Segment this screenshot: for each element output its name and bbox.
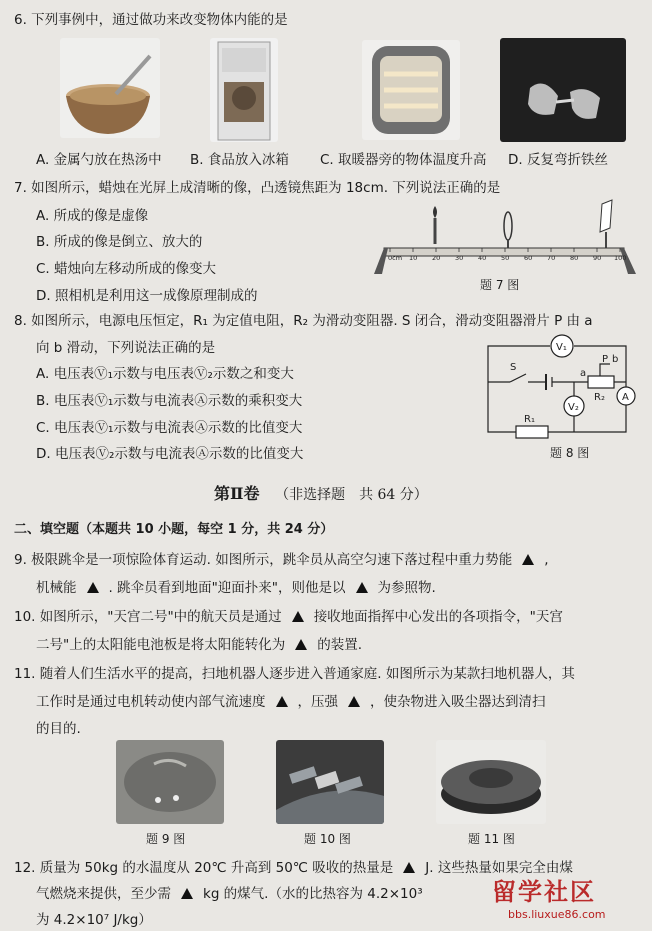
part2-subtitle: （非选择题 共 64 分） <box>275 487 428 503</box>
ammeter-label: A <box>622 392 629 403</box>
ruler-tick-label: 100 <box>614 254 627 262</box>
q8-stem-line2: 向 b 滑动，下列说法正确的是 <box>36 340 216 356</box>
q9-text: 9. 极限跳伞是一项惊险体育运动. 如图所示，跳伞员从高空匀速下落过程中重力势能 <box>14 552 513 568</box>
v2-label: V₂ <box>568 402 579 413</box>
q10-figure-caption: 题 10 图 <box>304 832 351 846</box>
q7-option-a: A. 所成的像是虚像 <box>36 208 149 224</box>
q8-option-c: C. 电压表Ⓥ₁示数与电流表Ⓐ示数的比值变大 <box>36 420 303 436</box>
q10-text: 接收地面指挥中心发出的各项指令，"天宫 <box>313 609 563 625</box>
r2-label: R₂ <box>594 392 605 403</box>
q10-text: 的装置. <box>317 637 363 653</box>
q7-stem: 7. 如图所示，蜡烛在光屏上成清晰的像，凸透镜焦距为 18cm. 下列说法正确的是 <box>14 180 501 196</box>
q12-line1 <box>14 856 573 876</box>
q11-line3: 的目的. <box>36 721 81 737</box>
terminal-b-label: b <box>612 354 619 365</box>
ruler-tick-label: 0cm <box>388 254 403 262</box>
q7-optical-bench-figure <box>370 198 640 280</box>
answer-blank-marker <box>348 696 360 707</box>
q7-option-d: D. 照相机是利用这一成像原理制成的 <box>36 288 258 304</box>
q11-line2 <box>36 690 546 710</box>
ruler-tick-label: 60 <box>524 254 533 262</box>
ruler-tick-label: 10 <box>409 254 418 262</box>
answer-blank-marker <box>522 554 534 565</box>
q7-option-b: B. 所成的像是倒立、放大的 <box>36 234 203 250</box>
answer-blank-marker <box>292 611 304 622</box>
q8-circuit-diagram <box>478 332 648 440</box>
q6-option-a: A. 金属勺放在热汤中 <box>36 152 162 168</box>
answer-blank-marker <box>276 696 288 707</box>
q8-figure-caption: 题 8 图 <box>550 446 590 460</box>
q11-text: 工作时是通过电机转动使内部气流速度 <box>36 694 266 710</box>
q8-stem-line1: 8. 如图所示，电源电压恒定，R₁ 为定值电阻，R₂ 为滑动变阻器. S 闭合，滑动变阻器滑片 P 由 a <box>14 313 593 329</box>
answer-blank-marker <box>295 639 307 650</box>
ruler-tick-label: 40 <box>478 254 487 262</box>
q12-line3: 为 4.2×10⁷ J/kg） <box>36 912 152 928</box>
q12-text: 气燃烧来提供，至少需 <box>36 886 171 902</box>
answer-blank-marker <box>87 582 99 593</box>
q12-text: kg 的煤气.（水的比热容为 4.2×10³ <box>203 886 423 902</box>
q7-figure-caption: 题 7 图 <box>480 278 520 292</box>
answer-blank-marker <box>403 862 415 873</box>
answer-blank-marker <box>181 888 193 899</box>
ruler-tick-label: 30 <box>455 254 464 262</box>
ruler-tick-label: 70 <box>547 254 556 262</box>
watermark-logo-text: 留学社区 <box>492 878 596 906</box>
q6-stem: 6. 下列事例中，通过做功来改变物体内能的是 <box>14 12 288 28</box>
q10-line2 <box>36 633 362 653</box>
q8-option-b: B. 电压表Ⓥ₁示数与电流表Ⓐ示数的乘积变大 <box>36 393 303 409</box>
q11-figure-robot-vacuum <box>436 740 546 824</box>
q10-text: 二号"上的太阳能电池板是将太阳能转化为 <box>36 637 286 653</box>
r1-label: R₁ <box>524 414 535 425</box>
q6-figure-soup-spoon <box>60 38 160 138</box>
q10-line1 <box>14 605 563 625</box>
q6-option-c: C. 取暖器旁的物体温度升高 <box>320 152 487 168</box>
q6-figure-bending-wire <box>500 38 626 142</box>
q11-figure-caption: 题 11 图 <box>468 832 515 846</box>
q6-figure-heater <box>362 40 460 140</box>
ruler-tick-label: 80 <box>570 254 579 262</box>
q10-figure-space-station <box>276 740 384 824</box>
q12-text: 12. 质量为 50kg 的水温度从 20℃ 升高到 50℃ 吸收的热量是 <box>14 860 394 876</box>
q9-text: . 跳伞员看到地面"迎面扑来"，则他是以 <box>108 580 346 596</box>
q12-line2 <box>36 882 423 902</box>
q9-line1: 9. 极限跳伞是一项惊险体育运动. 如图所示，跳伞员从高空匀速下落过程中重力势能 , <box>14 552 549 568</box>
q8-option-a: A. 电压表Ⓥ₁示数与电压表Ⓥ₂示数之和变大 <box>36 366 294 382</box>
part2-title-text: 第Ⅱ卷 <box>214 484 260 503</box>
part2-title <box>214 481 428 504</box>
ruler-tick-label: 90 <box>593 254 602 262</box>
q9-text: 机械能 <box>36 580 77 596</box>
q9-figure-skydivers <box>116 740 224 824</box>
switch-label: S <box>510 362 517 373</box>
q11-text: ，使杂物进入吸尘器达到清扫 <box>370 694 546 710</box>
q10-text: 10. 如图所示，"天宫二号"中的航天员是通过 <box>14 609 282 625</box>
q6-option-b: B. 食品放入冰箱 <box>190 152 289 168</box>
q9-text: 为参照物. <box>377 580 436 596</box>
q7-option-c: C. 蜡烛向左移动所成的像变大 <box>36 261 217 277</box>
q9-figure-caption: 题 9 图 <box>146 832 186 846</box>
answer-blank-marker <box>356 582 368 593</box>
q11-line1: 11. 随着人们生活水平的提高，扫地机器人逐步进入普通家庭. 如图所示为某款扫地机器人，其 <box>14 666 575 682</box>
q8-option-d: D. 电压表Ⓥ₂示数与电流表Ⓐ示数的比值变大 <box>36 446 304 462</box>
watermark-url: bbs.liuxue86.com <box>508 908 606 921</box>
q6-figure-fridge <box>210 38 278 142</box>
ruler-tick-label: 20 <box>432 254 441 262</box>
terminal-a-label: a <box>580 368 587 379</box>
section2-heading: 二、填空题（本题共 10 小题，每空 1 分，共 24 分） <box>14 522 334 537</box>
ruler-tick-label: 50 <box>501 254 510 262</box>
q6-option-d: D. 反复弯折铁丝 <box>508 152 608 168</box>
q9-line2 <box>36 576 436 596</box>
v1-label: V₁ <box>556 342 567 353</box>
slider-p-label: P <box>602 354 609 365</box>
q12-text: J. 这些热量如果完全由煤 <box>425 860 573 876</box>
q11-text: ，压强 <box>297 694 338 710</box>
